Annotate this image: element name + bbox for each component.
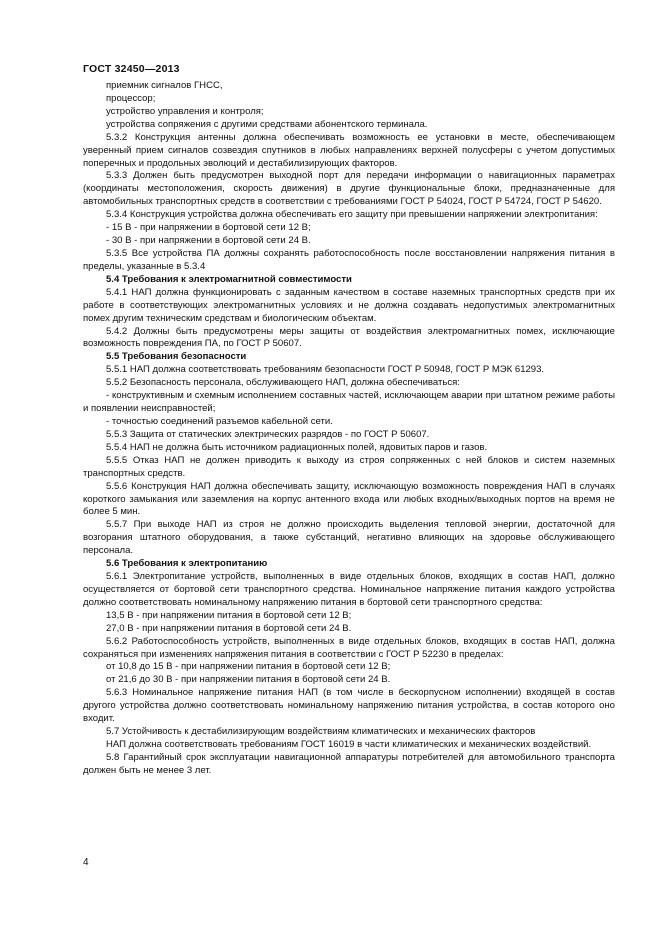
clause-5-3-4: 5.3.4 Конструкция устройства должна обеспечивать его защиту при превышении напряжении электропитания: [106, 209, 598, 221]
section-heading-5-5: 5.5 Требования безопасности [106, 351, 247, 363]
clause-5-5-2: 5.5.2 Безопасность персонала, обслуживающего НАП, должна обеспечиваться: [106, 377, 460, 389]
clause-5-3-5: 5.3.5 Все устройства ПА должны сохранять работоспособность после восстановлении напряжения питания в пределы, указанные в 5.3.4 [83, 247, 615, 272]
document-header: ГОСТ 32450—2013 [83, 63, 180, 75]
section-heading-5-6: 5.6 Требования к электропитанию [106, 558, 268, 570]
list-item-30v: - 30 В - при напряжении в бортовой сети 24 В. [106, 235, 311, 247]
clause-5-4-1: 5.4.1 НАП должна функционировать с заданным качеством в составе наземных транспортных средств при их работе в соответствующих электромагнитных условиях и не должна создавать недопустимых электромагнитных помех другим техническим средствам и биологическим объектам. [83, 286, 615, 324]
list-item-27v: 27,0 В - при напряжении питания в бортовой сети 24 В. [106, 622, 352, 634]
page-body [83, 80, 615, 778]
clause-5-7: 5.7 Устойчивость к дестабилизирующим воздействиям климатических и механических факторов [106, 726, 536, 738]
page-number: 4 [83, 857, 89, 868]
clause-5-5-3: 5.5.3 Защита от статических электрических разрядов - по ГОСТ Р 50607. [106, 428, 430, 440]
list-item-connector-accuracy: - точностью соединений разъемов кабельной сети. [106, 415, 333, 427]
clause-5-6-3: 5.6.3 Номинальное напряжение питания НАП (в том числе в бескорпусном исполнении) входящей в состав другого устройства должно соответствовать номинальному напряжению питания устройства, в состав которого оно входит. [83, 687, 615, 725]
list-item-15v: - 15 В - при напряжении в бортовой сети 12 В; [106, 222, 311, 234]
clause-5-6-1: 5.6.1 Электропитание устройств, выполненных в виде отдельных блоков, входящих в состав НАП, должно осуществляется от бортовой сети транспортного средства. Номинальное напряжение питания каждого устройства должно соответствовать номинальному напряжению питания в бортовой сети транспортного средства: [83, 571, 615, 608]
clause-5-5-5: 5.5.5 Отказ НАП не должен приводить к выходу из строя сопряженных с ней блоков и систем наземных транспортных средств. [83, 454, 615, 479]
list-item-range-24v: от 21,6 до 30 В - при напряжении питания в бортовой сети 24 В. [106, 674, 391, 686]
clause-5-5-4: 5.5.4 НАП не должна быть источником радиационных полей, ядовитых паров и газов. [106, 441, 488, 453]
clause-5-5-1: 5.5.1 НАП должна соответствовать требованиям безопасности ГОСТ Р 50948, ГОСТ Р МЭК 61293. [106, 364, 545, 376]
clause-5-5-6: 5.5.6 Конструкция НАП должна обеспечивать защиту, исключающую возможность повреждения НАП в случаях короткого замыкания или заземления на корпус антенного входа или любых входных/выходных портов на время не более 5 мин. [83, 480, 615, 518]
list-item-processor: процессор; [106, 92, 156, 104]
list-item-gnss-receiver: приемник сигналов ГНСС, [106, 80, 223, 91]
clause-5-3-3: 5.3.3 Должен быть предусмотрен выходной порт для передачи информации о навигационных параметрах (координаты местоположения, скорость движения) в другие функциональные блоки, предназначенные для автомобильных транспортных средств в соответствии с требованиями ГОСТ Р 54024, ГОСТ Р 54724, ГОСТ Р 54620. [83, 170, 615, 208]
list-item-range-12v: от 10,8 до 15 В - при напряжении питания в бортовой сети 12 В; [106, 661, 391, 673]
clause-5-5-7: 5.5.7 При выходе НАП из строя не должно происходить выделения тепловой энергии, достаточной для возгорания штатного оборудования, а также субстанций, негативно влияющих на здоровье обслуживающего персонала. [83, 519, 615, 557]
clause-5-3-2: 5.3.2 Конструкция антенны должна обеспечивать возможность ее установки в месте, обеспечивающем уверенный прием сигналов созвездия спутников в любых направлениях верхней полусферы с учетом допустимых поперечных и продольных эволюций и дестабилизирующих факторов. [83, 131, 615, 169]
list-item-interface-devices: устройства сопряжения с другими средствами абонентского терминала. [106, 118, 428, 130]
clause-5-8: 5.8 Гарантийный срок эксплуатации навигационной аппаратуры потребителей для автомобильного транспорта должен быть не менее 3 лет. [83, 751, 615, 776]
clause-5-7-text: НАП должна соответствовать требованиям ГОСТ 16019 в части климатических и механических воздействий. [106, 739, 592, 751]
list-item-13-5v: 13,5 В - при напряжении питания в бортовой сети 12 В; [106, 609, 352, 621]
clause-5-6-2: 5.6.2 Работоспособность устройств, выполненных в виде отдельных блоков, входящих в состав НАП, должна сохраняться при изменениях напряжения питания в соответствии с ГОСТ Р 52230 в пределах: [83, 635, 615, 660]
list-item-design-execution: - конструктивным и схемным исполнением составных частей, исключающем аварии при штатном режиме работы и появлении неисправностей; [83, 390, 615, 415]
list-item-control-unit: устройство управления и контроля; [106, 105, 264, 117]
clause-5-4-2: 5.4.2 Должны быть предусмотрены меры защиты от воздействия электромагнитных помех, исключающие возможность повреждения ПА, по ГОСТ Р 50607. [83, 325, 615, 350]
section-heading-5-4: 5.4 Требования к электромагнитной совместимости [106, 273, 352, 285]
